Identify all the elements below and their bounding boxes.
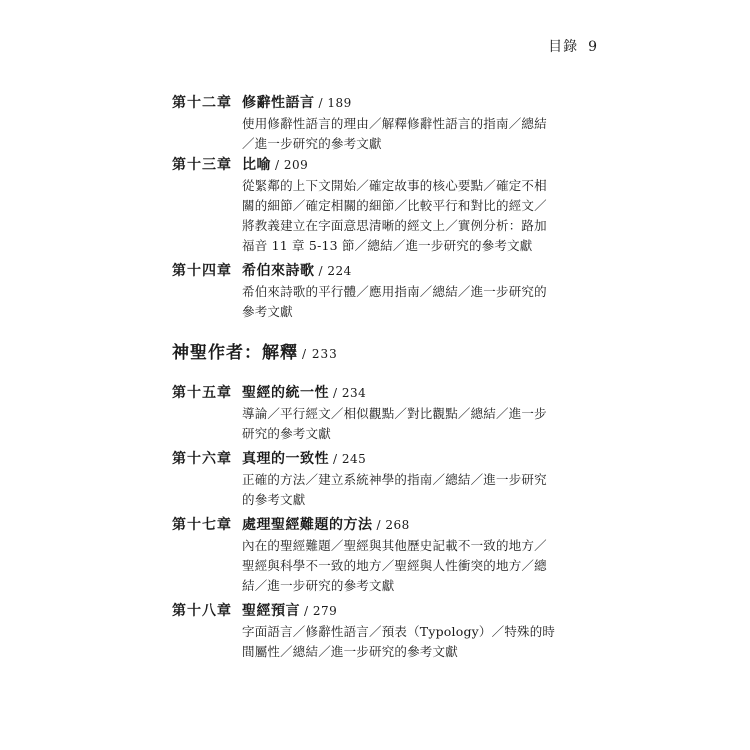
chapter-label: 第十六章 xyxy=(172,451,232,467)
section-page: / 233 xyxy=(302,347,338,361)
chapter-label: 第十四章 xyxy=(172,263,232,279)
chapter-page: / 224 xyxy=(318,264,352,278)
chapter-title: 真理的一致性 xyxy=(242,451,329,467)
chapter-description: 希伯來詩歌的平行體／應用指南／總結／進一步研究的 參考文獻 xyxy=(242,284,547,319)
chapter-label: 第十七章 xyxy=(172,517,232,533)
chapter-page: / 245 xyxy=(333,452,367,466)
page-header xyxy=(548,36,598,56)
chapter-title: 比喻 xyxy=(242,157,271,173)
chapter-description: 字面語言／修辭性語言／預表（Typology）／特殊的時 間屬性／總結／進一步研究的參考文獻 xyxy=(242,624,556,659)
header-page-number: 9 xyxy=(588,39,598,55)
section-title: 神聖作者：解釋 xyxy=(172,343,298,363)
chapter-page: / 268 xyxy=(376,518,410,532)
header-title: 目錄 xyxy=(548,39,579,55)
chapter-page: / 189 xyxy=(318,96,352,110)
section-heading xyxy=(172,338,338,363)
chapter-page: / 234 xyxy=(333,386,367,400)
chapter-title: 處理聖經難題的方法 xyxy=(242,517,373,533)
chapter-description: 正確的方法／建立系統神學的指南／總結／進一步研究 的參考文獻 xyxy=(242,472,547,507)
chapter-title: 希伯來詩歌 xyxy=(242,263,315,279)
chapter-description: 從緊鄰的上下文開始／確定故事的核心要點／確定不相 關的細節／確定相關的細節／比較平行和對比的經文／ 將教義建立在字面意思清晰的經文上／實例分析：路加 福音 11 章 5-13 節／總結／進一步研究的參考文獻 xyxy=(242,178,547,253)
chapter-title: 聖經的統一性 xyxy=(242,385,329,401)
chapter-label: 第十三章 xyxy=(172,157,232,173)
chapter-description: 導論／平行經文／相似觀點／對比觀點／總結／進一步 研究的參考文獻 xyxy=(242,406,547,441)
chapter-description: 使用修辭性語言的理由／解釋修辭性語言的指南／總結 ／進一步研究的參考文獻 xyxy=(242,116,547,151)
chapter-title: 修辭性語言 xyxy=(242,95,315,111)
chapter-page: / 279 xyxy=(304,604,338,618)
chapter-title: 聖經預言 xyxy=(242,603,300,619)
chapter-label: 第十五章 xyxy=(172,385,232,401)
chapter-label: 第十二章 xyxy=(172,95,232,111)
chapter-description: 內在的聖經難題／聖經與其他歷史記載不一致的地方／ 聖經與科學不一致的地方／聖經與人性衝突的地方／總 結／進一步研究的參考文獻 xyxy=(242,538,547,593)
chapter-label: 第十八章 xyxy=(172,603,232,619)
chapter-page: / 209 xyxy=(275,158,309,172)
